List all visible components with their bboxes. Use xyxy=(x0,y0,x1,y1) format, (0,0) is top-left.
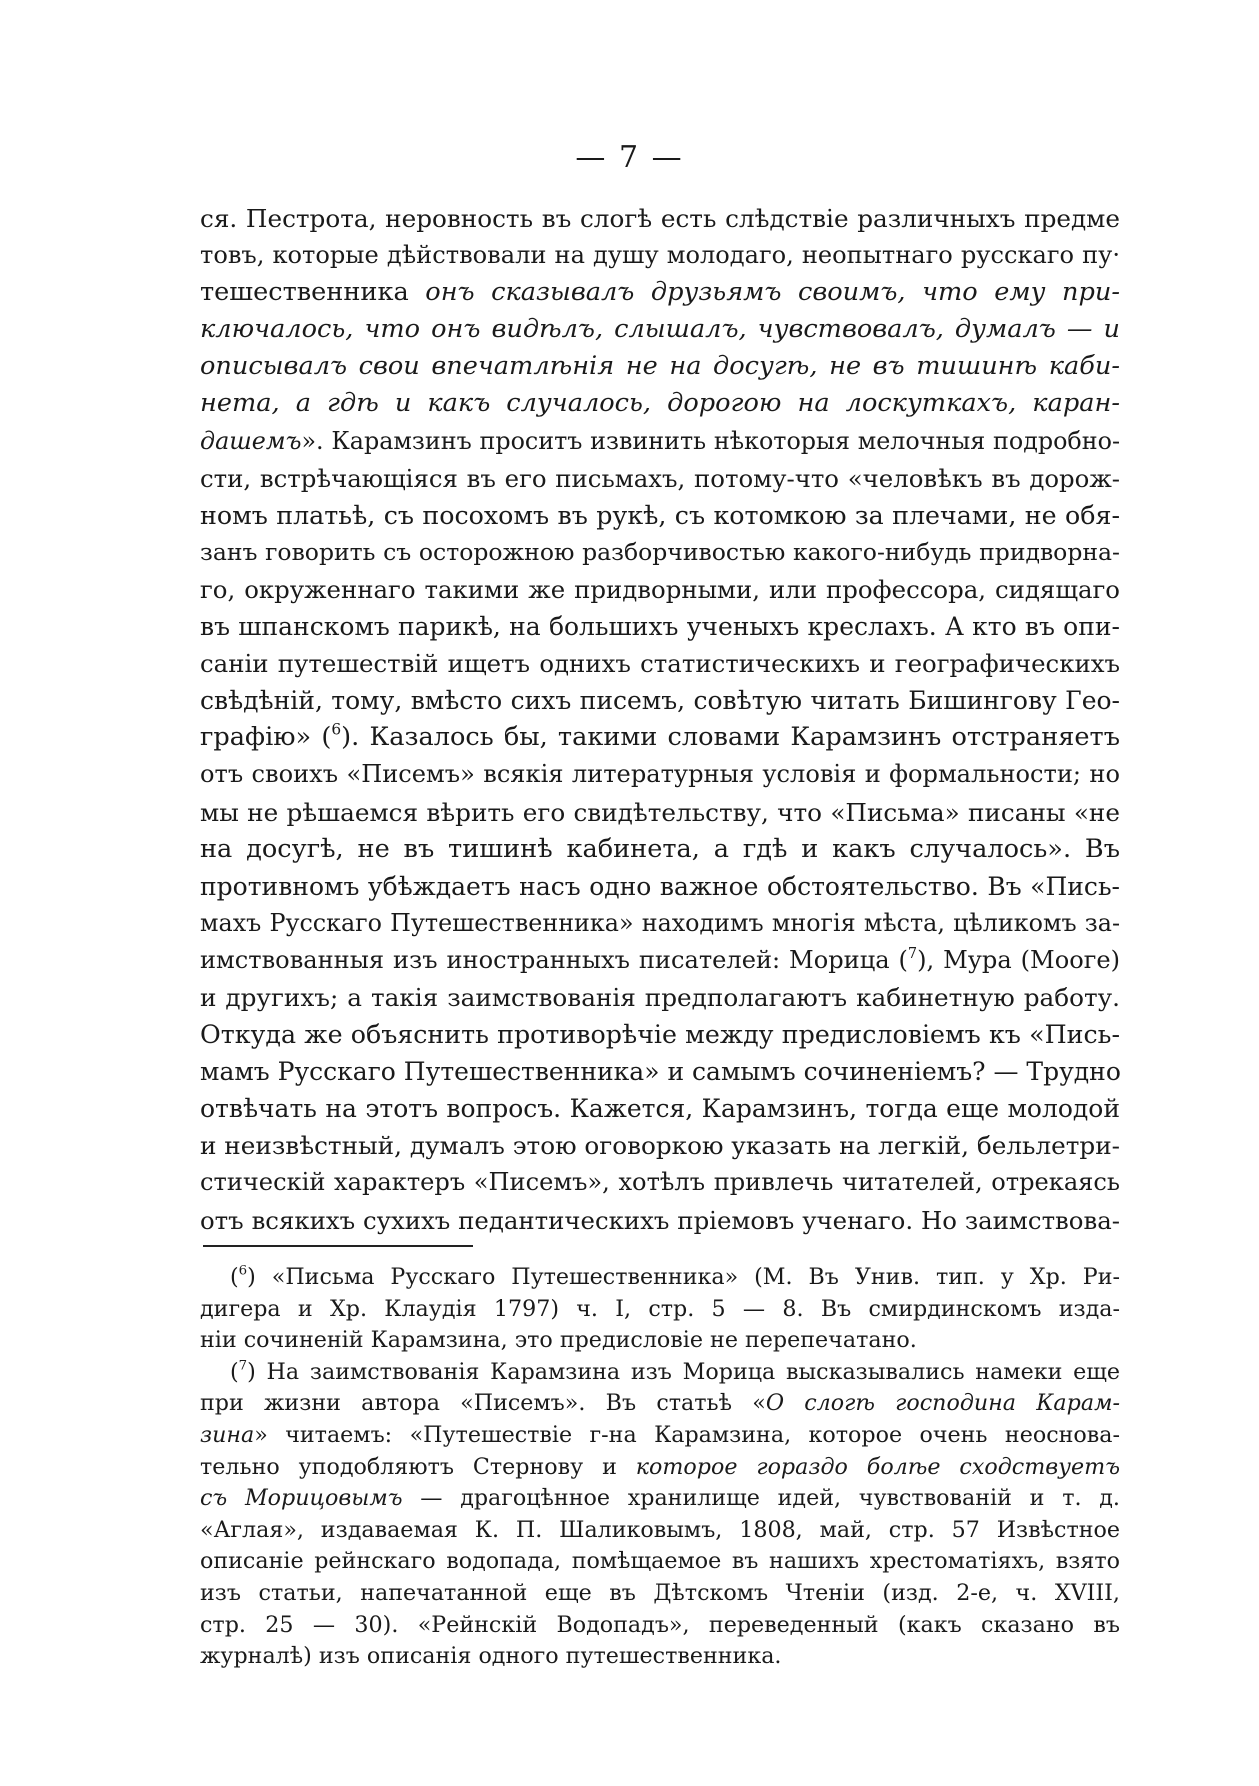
text-run: ніи сочиненій Карамзина, это предисловіе не перепечатано. xyxy=(200,1327,917,1354)
text-line xyxy=(200,311,1120,348)
italic-run: ключалось, что онъ видѣлъ, слышалъ, чувствовалъ, думалъ — и xyxy=(200,314,1120,345)
text-line xyxy=(200,682,1120,719)
footnote-line xyxy=(200,1641,1120,1673)
text-run: ( xyxy=(230,1358,239,1385)
text-run: отъ всякихъ сухихъ педантическихъ пріемовъ ученаго. Но заимствова- xyxy=(200,1205,1120,1235)
text-run: мы не рѣшаемся вѣрить его свидѣтельству, что «Письма» писаны «не xyxy=(200,797,1120,827)
text-line xyxy=(200,831,1120,868)
text-run: ( xyxy=(230,1264,239,1290)
text-line xyxy=(200,1127,1120,1164)
footnote-ref: 7 xyxy=(907,945,918,962)
text-run: тельно уподобляютъ Стернову и xyxy=(200,1453,636,1480)
footnote-line xyxy=(200,1357,1120,1389)
text-line xyxy=(200,423,1120,460)
footnote-ref: 6 xyxy=(238,1263,248,1279)
text-run: дигера и Хр. Клаудія 1797) ч. I, стр. 5 — 8. Въ смирдинскомъ изда- xyxy=(200,1295,1120,1322)
text-line xyxy=(200,608,1120,645)
footnote-ref: 7 xyxy=(238,1358,248,1374)
page-number: — 7 — xyxy=(575,140,684,175)
text-run: изъ статьи, напечатанной еще въ Дѣтскомъ Чтеніи (изд. 2-е, ч. XVIII, xyxy=(200,1579,1120,1606)
italic-run: дашемъ xyxy=(200,426,302,455)
footnotes xyxy=(200,1262,1120,1673)
text-line xyxy=(200,942,1120,979)
text-run: ) «Письма Русскаго Путешественника» (М. Въ Унив. тип. у Хр. Ри- xyxy=(247,1264,1120,1290)
text-line xyxy=(200,1164,1120,1201)
text-line xyxy=(200,645,1120,682)
text-run: ), Мура (Мооге) xyxy=(917,945,1121,974)
footnote-line xyxy=(200,1294,1120,1326)
text-run: номъ платьѣ, съ посохомъ въ рукѣ, съ котомкою за плечами, не обя- xyxy=(200,500,1120,530)
text-line xyxy=(200,348,1120,385)
text-run: ». Карамзинъ проситъ извинить нѣкоторыя мелочныя подробно- xyxy=(301,426,1120,455)
text-run: на досугѣ, не въ тишинѣ кабинета, а гдѣ и какъ случалось». Въ xyxy=(200,833,1120,864)
text-line xyxy=(200,794,1120,831)
text-run: имствованныя изъ иностранныхъ писателей: Морица ( xyxy=(200,945,908,974)
text-run: мамъ Русскаго Путешественника» и самымъ сочиненіемъ? — Трудно xyxy=(200,1057,1121,1087)
footnote-line xyxy=(200,1262,1120,1294)
text-line xyxy=(200,719,1120,756)
italic-run: зина xyxy=(200,1421,255,1448)
text-line xyxy=(200,1016,1120,1053)
text-run: » читаемъ: «Путешествіе г-на Карамзина, которое очень неоснова- xyxy=(254,1421,1120,1448)
italic-run: онъ сказывалъ друзьямъ своимъ, что ему при- xyxy=(425,277,1120,308)
italic-run: нета, а гдѣ и какъ случалось, дорогою на лоскуткахъ, каран- xyxy=(200,388,1120,419)
text-run: при жизни автора «Писемъ». Въ статьѣ « xyxy=(200,1390,766,1417)
text-line xyxy=(200,868,1120,905)
text-run: и неизвѣстный, думалъ этою оговоркою указать на легкій, бельлетри- xyxy=(200,1131,1120,1161)
text-run: и другихъ; а такія заимствованія предполагаютъ кабинетную работу. xyxy=(200,982,1120,1012)
text-line xyxy=(200,905,1120,942)
text-run: отвѣчать на этотъ вопросъ. Кажется, Карамзинъ, тогда еще молодой xyxy=(200,1094,1120,1124)
footnote-line xyxy=(200,1515,1120,1547)
text-line xyxy=(200,274,1120,311)
text-line xyxy=(200,237,1120,274)
text-run: ) На заимствованія Карамзина изъ Морица высказывались намеки еще xyxy=(247,1358,1120,1385)
italic-run: съ Морицовымъ xyxy=(200,1485,403,1512)
text-line xyxy=(200,1053,1120,1090)
text-run: товъ, которые дѣйствовали на душу молодаго, неопытнаго русскаго пу· xyxy=(200,241,1120,270)
text-run: въ шпанскомъ парикѣ, на большихъ ученыхъ креслахъ. А кто въ опи- xyxy=(200,612,1120,642)
text-run: стическій характеръ «Писемъ», хотѣлъ привлечь читателей, отрекаясь xyxy=(200,1168,1120,1197)
text-line xyxy=(200,200,1120,237)
text-run: сти, встрѣчающіяся въ его письмахъ, потому-что «человѣкъ въ дорож- xyxy=(200,463,1120,493)
text-run: Откуда же объяснить противорѣчіе между предисловіемъ къ «Пись- xyxy=(200,1020,1120,1050)
text-run: стр. 25 — 30). «Рейнскій Водопадъ», переведенный (какъ сказано въ xyxy=(200,1611,1120,1638)
footnote-line xyxy=(200,1325,1120,1357)
footnote-line xyxy=(200,1610,1120,1642)
text-line xyxy=(200,497,1120,534)
text-run: противномъ убѣждаетъ насъ одно важное обстоятельство. Въ «Пись- xyxy=(200,871,1120,901)
italic-run: О слогѣ господина Карам- xyxy=(765,1390,1120,1417)
text-line xyxy=(200,571,1120,608)
text-line xyxy=(200,1090,1120,1127)
text-run: махъ Русскаго Путешественника» находимъ многія мѣста, цѣликомъ за- xyxy=(200,908,1120,937)
text-run: журналѣ) изъ описанія одного путешественника. xyxy=(200,1643,782,1670)
footnote-line xyxy=(200,1546,1120,1578)
footnote-line xyxy=(200,1452,1120,1484)
text-line xyxy=(200,460,1120,497)
text-run: тешественника xyxy=(200,277,426,308)
text-run: го, окруженнаго такими же придворными, или профессора, сидящаго xyxy=(200,574,1120,604)
footnote-line xyxy=(200,1420,1120,1452)
footnote-line xyxy=(200,1578,1120,1610)
text-line xyxy=(200,756,1120,793)
footnote-line xyxy=(200,1388,1120,1420)
text-run: — драгоцѣнное хранилище идей, чувствованій и т. д. xyxy=(402,1485,1120,1512)
italic-run: которое гораздо болѣе сходствуетъ xyxy=(635,1453,1120,1480)
text-run: ). Казалось бы, такими словами Карамзинъ отстраняетъ xyxy=(341,722,1120,753)
text-run: саніи путешествій ищетъ однихъ статистическихъ и географическихъ xyxy=(200,649,1120,679)
footnote-line xyxy=(200,1483,1120,1515)
italic-run: описывалъ свои впечатлѣнія не на досугѣ, не въ тишинѣ каби- xyxy=(200,351,1120,382)
footnote-ref: 6 xyxy=(331,720,342,739)
text-line xyxy=(200,1202,1120,1239)
main-text xyxy=(200,200,1120,1239)
footnote-divider xyxy=(203,1245,473,1247)
text-run: описаніе рейнскаго водопада, помѣщаемое въ нашихъ хрестоматіяхъ, взято xyxy=(200,1548,1120,1575)
text-line xyxy=(200,385,1120,422)
text-run: графію» ( xyxy=(200,722,332,753)
text-run: ся. Пестрота, неровность въ слогѣ есть слѣдствіе различныхъ предме xyxy=(200,204,1120,233)
text-line xyxy=(200,534,1120,571)
text-run: отъ своихъ «Писемъ» всякія литературныя условія и формальности; но xyxy=(200,760,1120,789)
text-run: «Аглая», издаваемая К. П. Шаликовымъ, 1808, май, стр. 57 Извѣстное xyxy=(200,1516,1120,1543)
text-line xyxy=(200,979,1120,1016)
text-run: свѣдѣній, тому, вмѣсто сихъ писемъ, совѣтую читать Бишингову Гео- xyxy=(200,686,1120,716)
text-run: занъ говорить съ осторожною разборчивостью какого-нибудь придворна- xyxy=(200,537,1120,566)
